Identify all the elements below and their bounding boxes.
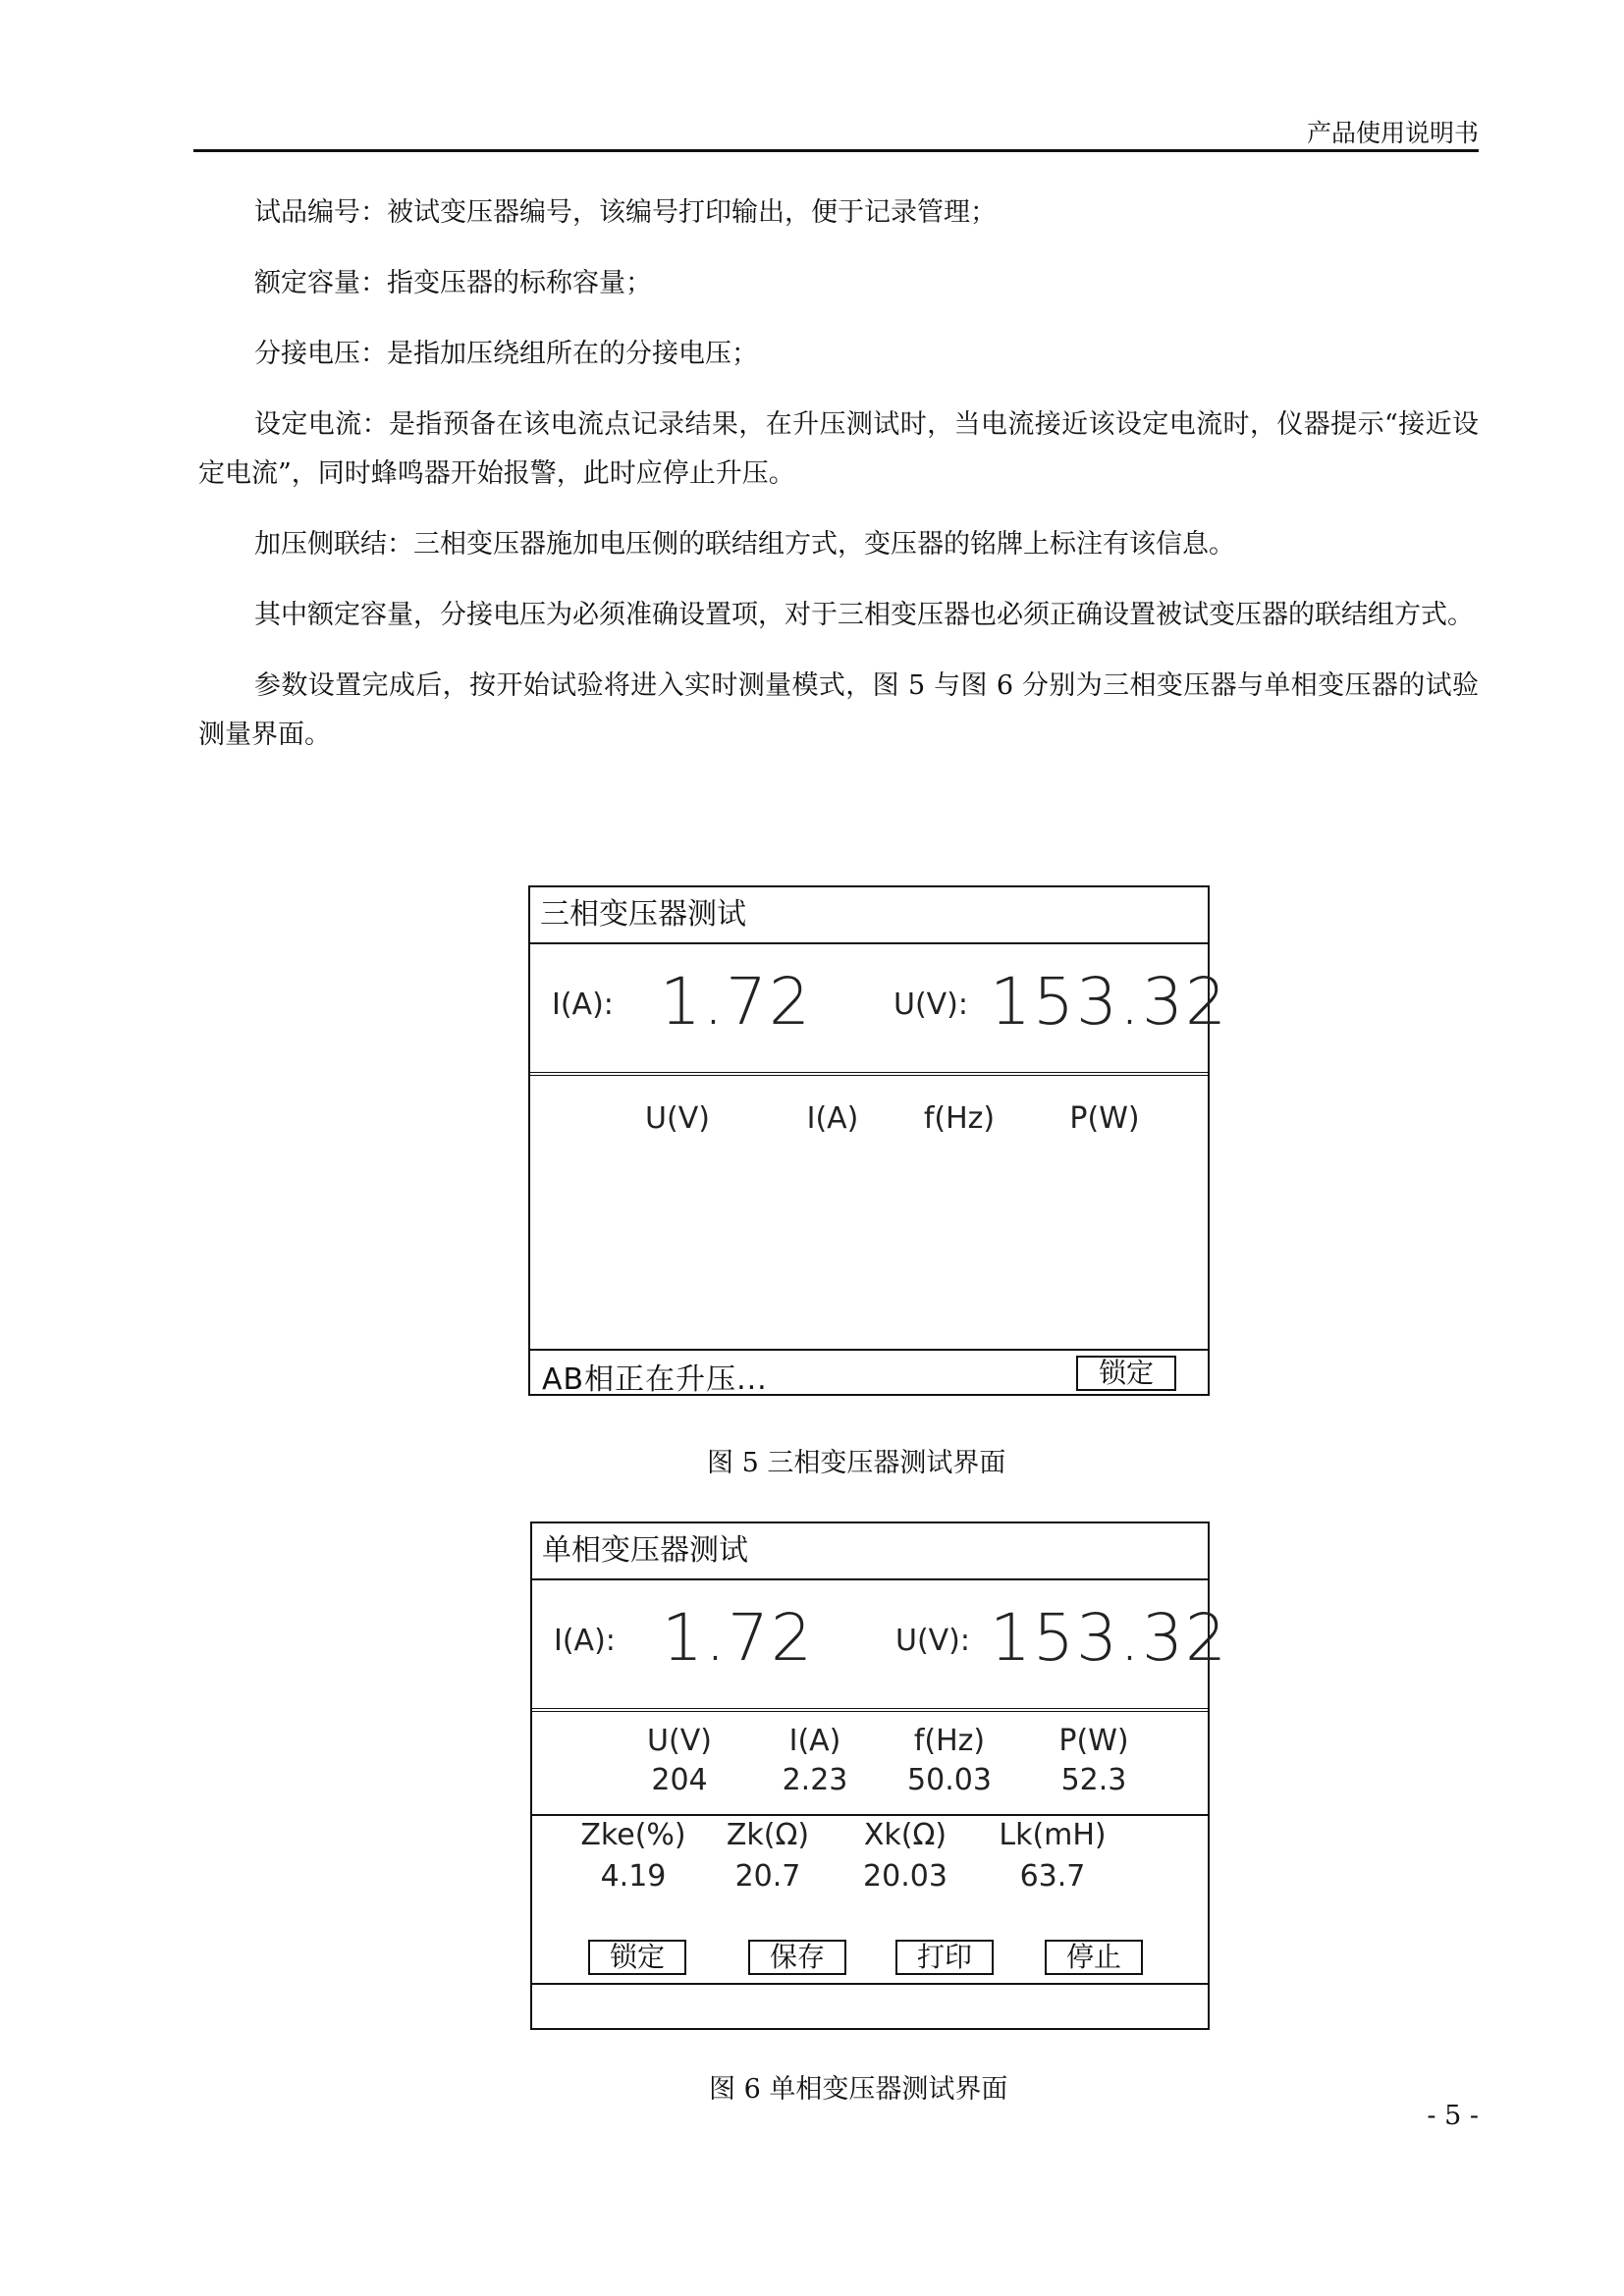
screen-title: 单相变压器测试 <box>532 1523 1208 1580</box>
paragraph-set-current: 设定电流：是指预备在该电流点记录结果，在升压测试时，当电流接近该设定电流时，仪器提示“接近设定电流”，同时蜂鸣器开始报警，此时应停止升压。 <box>198 409 1479 489</box>
measurement-headers <box>530 1101 1208 1141</box>
impedance-headers <box>532 1818 1208 1857</box>
measurement-headers <box>532 1724 1208 1763</box>
value-power: 52.3 <box>1060 1763 1127 1797</box>
paragraph-required-settings: 其中额定容量，分接电压为必须准确设置项，对于三相变压器也必须正确设置被试变压器的联结组方式。 <box>254 600 1474 630</box>
value-zke: 4.19 <box>600 1859 667 1894</box>
column-voltage: U(V) <box>645 1101 710 1136</box>
column-zk: Zk(Ω) <box>726 1818 810 1852</box>
paragraph-tap-voltage: 分接电压：是指加压绕组所在的分接电压； <box>254 339 758 369</box>
print-button[interactable]: 打印 <box>895 1940 994 1975</box>
voltage-label: U(V): <box>895 1624 970 1658</box>
value-lk: 63.7 <box>1019 1859 1086 1894</box>
figure5-caption: 图 5 三相变压器测试界面 <box>707 1448 1006 1478</box>
column-frequency: f(Hz) <box>913 1724 986 1758</box>
paragraph-start-test: 参数设置完成后，按开始试验将进入实时测量模式，图 5 与图 6 分别为三相变压器与单相变压器的试验测量界面。 <box>198 670 1479 750</box>
paragraph-rated-capacity: 额定容量：指变压器的标称容量； <box>254 268 652 298</box>
column-voltage: U(V) <box>647 1724 712 1758</box>
value-current: 2.23 <box>782 1763 848 1797</box>
body-text <box>198 188 1479 781</box>
voltage-label: U(V): <box>893 988 968 1022</box>
current-label: I(A): <box>552 988 614 1022</box>
paragraph-connection: 加压侧联结：三相变压器施加电压侧的联结组方式，变压器的铭牌上标注有该信息。 <box>254 529 1235 560</box>
status-text: AB相正在升压... <box>542 1362 768 1397</box>
voltage-value: 153.32 <box>990 1600 1228 1676</box>
status-bar <box>532 1983 1208 2028</box>
single-phase-test-screen <box>530 1522 1228 2030</box>
header-title: 产品使用说明书 <box>1306 119 1479 147</box>
voltage-value: 153.32 <box>990 964 1228 1040</box>
current-value: 1.72 <box>662 1600 814 1676</box>
page-number: - 5 - <box>1427 2101 1479 2131</box>
readout-panel <box>530 944 1228 1076</box>
measurement-values <box>532 1763 1208 1802</box>
stop-button[interactable]: 停止 <box>1045 1940 1143 1975</box>
column-frequency: f(Hz) <box>923 1101 996 1136</box>
column-current: I(A) <box>788 1724 841 1758</box>
lock-button[interactable]: 锁定 <box>1076 1356 1176 1391</box>
value-zk: 20.7 <box>734 1859 801 1894</box>
value-xk: 20.03 <box>863 1859 947 1894</box>
column-xk: Xk(Ω) <box>863 1818 947 1852</box>
three-phase-test-screen <box>528 885 1228 1397</box>
column-power: P(W) <box>1058 1724 1129 1758</box>
impedance-values <box>532 1859 1208 1898</box>
column-lk: Lk(mH) <box>999 1818 1107 1852</box>
column-zke: Zke(%) <box>580 1818 686 1852</box>
column-current: I(A) <box>806 1101 859 1136</box>
paragraph-sample-id: 试品编号：被试变压器编号，该编号打印输出，便于记录管理； <box>254 197 997 228</box>
current-value: 1.72 <box>660 964 812 1040</box>
status-bar <box>530 1349 1208 1397</box>
section-divider <box>532 1814 1208 1816</box>
column-power: P(W) <box>1069 1101 1140 1136</box>
header-rule <box>193 149 1479 152</box>
value-frequency: 50.03 <box>907 1763 992 1797</box>
save-button[interactable]: 保存 <box>748 1940 846 1975</box>
lock-button[interactable]: 锁定 <box>588 1940 686 1975</box>
readout-panel <box>532 1580 1228 1712</box>
figure6-caption: 图 6 单相变压器测试界面 <box>709 2074 1008 2105</box>
screen-title: 三相变压器测试 <box>530 887 1208 944</box>
current-label: I(A): <box>554 1624 616 1658</box>
value-voltage: 204 <box>651 1763 708 1797</box>
